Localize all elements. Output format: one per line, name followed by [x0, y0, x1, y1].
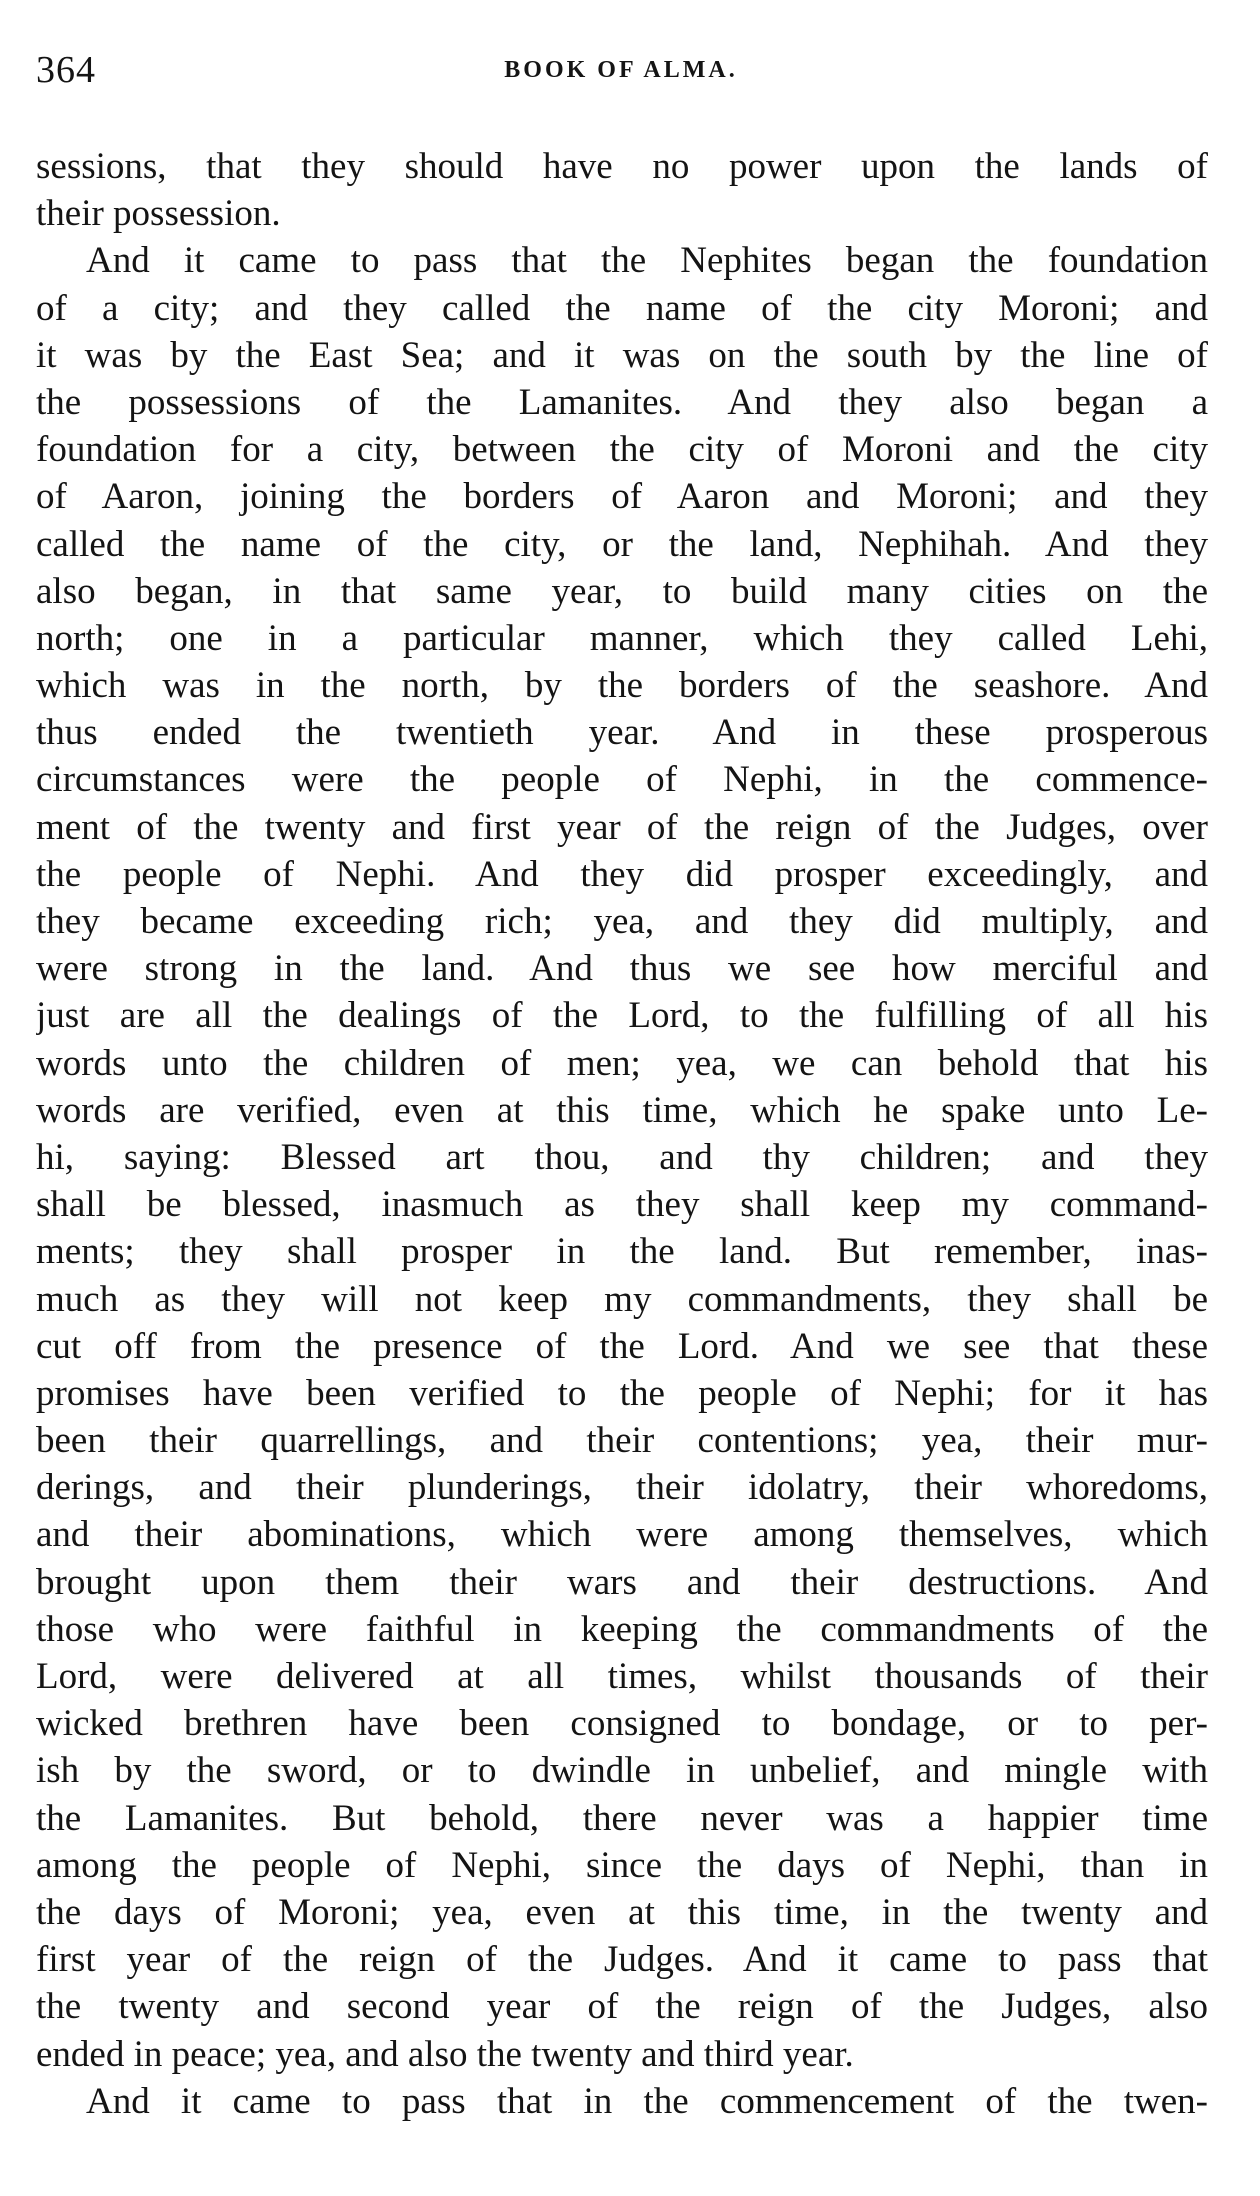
running-head: BOOK OF ALMA. — [504, 57, 738, 83]
text-line: which was in the north, by the borders of the seashore. And — [36, 665, 1208, 707]
text-line: words are verified, even at this time, which he spake unto Le- — [36, 1089, 1208, 1131]
text-line: Lord, were delivered at all times, whilst thousands of their — [36, 1656, 1208, 1697]
page-header — [36, 40, 1206, 100]
text-line: derings, and their plunderings, their idolatry, their whoredoms, — [36, 1467, 1208, 1509]
text-line: it was by the East Sea; and it was on the south by the line of — [36, 334, 1208, 376]
text-line: ended in peace; yea, and also the twenty and third year. — [36, 2033, 854, 2075]
text-line: those who were faithful in keeping the commandments of the — [36, 1608, 1208, 1650]
text-line: their possession. — [36, 193, 281, 235]
page-number: 364 — [36, 49, 96, 91]
text-line: much as they will not keep my commandments, they shall be — [36, 1278, 1208, 1320]
text-line: the people of Nephi. And they did prosper exceedingly, and — [36, 853, 1208, 895]
text-line: circumstances were the people of Nephi, in the commence- — [36, 759, 1208, 801]
text-line: just are all the dealings of the Lord, to the fulfilling of all his — [36, 995, 1208, 1037]
text-line: sessions, that they should have no power upon the lands of — [36, 146, 1208, 187]
text-line: they became exceeding rich; yea, and they did multiply, and — [36, 901, 1208, 942]
text-line: of a city; and they called the name of the city Moroni; and — [36, 287, 1208, 329]
text-line: also began, in that same year, to build many cities on the — [36, 570, 1208, 612]
text-line: of Aaron, joining the borders of Aaron and Moroni; and they — [36, 476, 1208, 518]
text-line: thus ended the twentieth year. And in these prosperous — [36, 712, 1208, 754]
text-line: called the name of the city, or the land, Nephihah. And they — [36, 523, 1208, 565]
body-text — [36, 143, 1208, 2125]
text-line: shall be blessed, inasmuch as they shall keep my command- — [36, 1184, 1208, 1226]
text-line: ment of the twenty and first year of the reign of the Judges, over — [36, 806, 1208, 848]
text-line: the possessions of the Lamanites. And they also began a — [36, 381, 1208, 423]
text-line: were strong in the land. And thus we see how merciful and — [36, 948, 1208, 990]
text-line: and their abominations, which were among themselves, which — [36, 1514, 1208, 1556]
text-line: promises have been verified to the people of Nephi; for it has — [36, 1372, 1208, 1414]
text-line: been their quarrellings, and their contentions; yea, their mur- — [36, 1420, 1208, 1462]
text-line: cut off from the presence of the Lord. And we see that these — [36, 1325, 1208, 1367]
text-line: hi, saying: Blessed art thou, and thy children; and they — [36, 1136, 1208, 1178]
text-line: among the people of Nephi, since the days of Nephi, than in — [36, 1844, 1208, 1886]
text-line: words unto the children of men; yea, we can behold that his — [36, 1042, 1208, 1084]
text-line: north; one in a particular manner, which they called Lehi, — [36, 617, 1208, 659]
text-line: ments; they shall prosper in the land. But remember, inas- — [36, 1231, 1208, 1273]
text-line: ish by the sword, or to dwindle in unbelief, and mingle with — [36, 1750, 1208, 1792]
text-line: And it came to pass that in the commencement of the twen- — [86, 2080, 1208, 2122]
text-line: the twenty and second year of the reign of the Judges, also — [36, 1986, 1208, 2028]
text-line: first year of the reign of the Judges. And it came to pass that — [36, 1939, 1208, 1981]
text-line: And it came to pass that the Nephites began the foundation — [86, 240, 1208, 282]
text-line: the Lamanites. But behold, there never was a happier time — [36, 1797, 1208, 1839]
text-line: wicked brethren have been consigned to bondage, or to per- — [36, 1703, 1208, 1745]
text-line: brought upon them their wars and their destructions. And — [36, 1561, 1208, 1603]
text-line: foundation for a city, between the city of Moroni and the city — [36, 429, 1208, 471]
text-line: the days of Moroni; yea, even at this time, in the twenty and — [36, 1891, 1208, 1933]
